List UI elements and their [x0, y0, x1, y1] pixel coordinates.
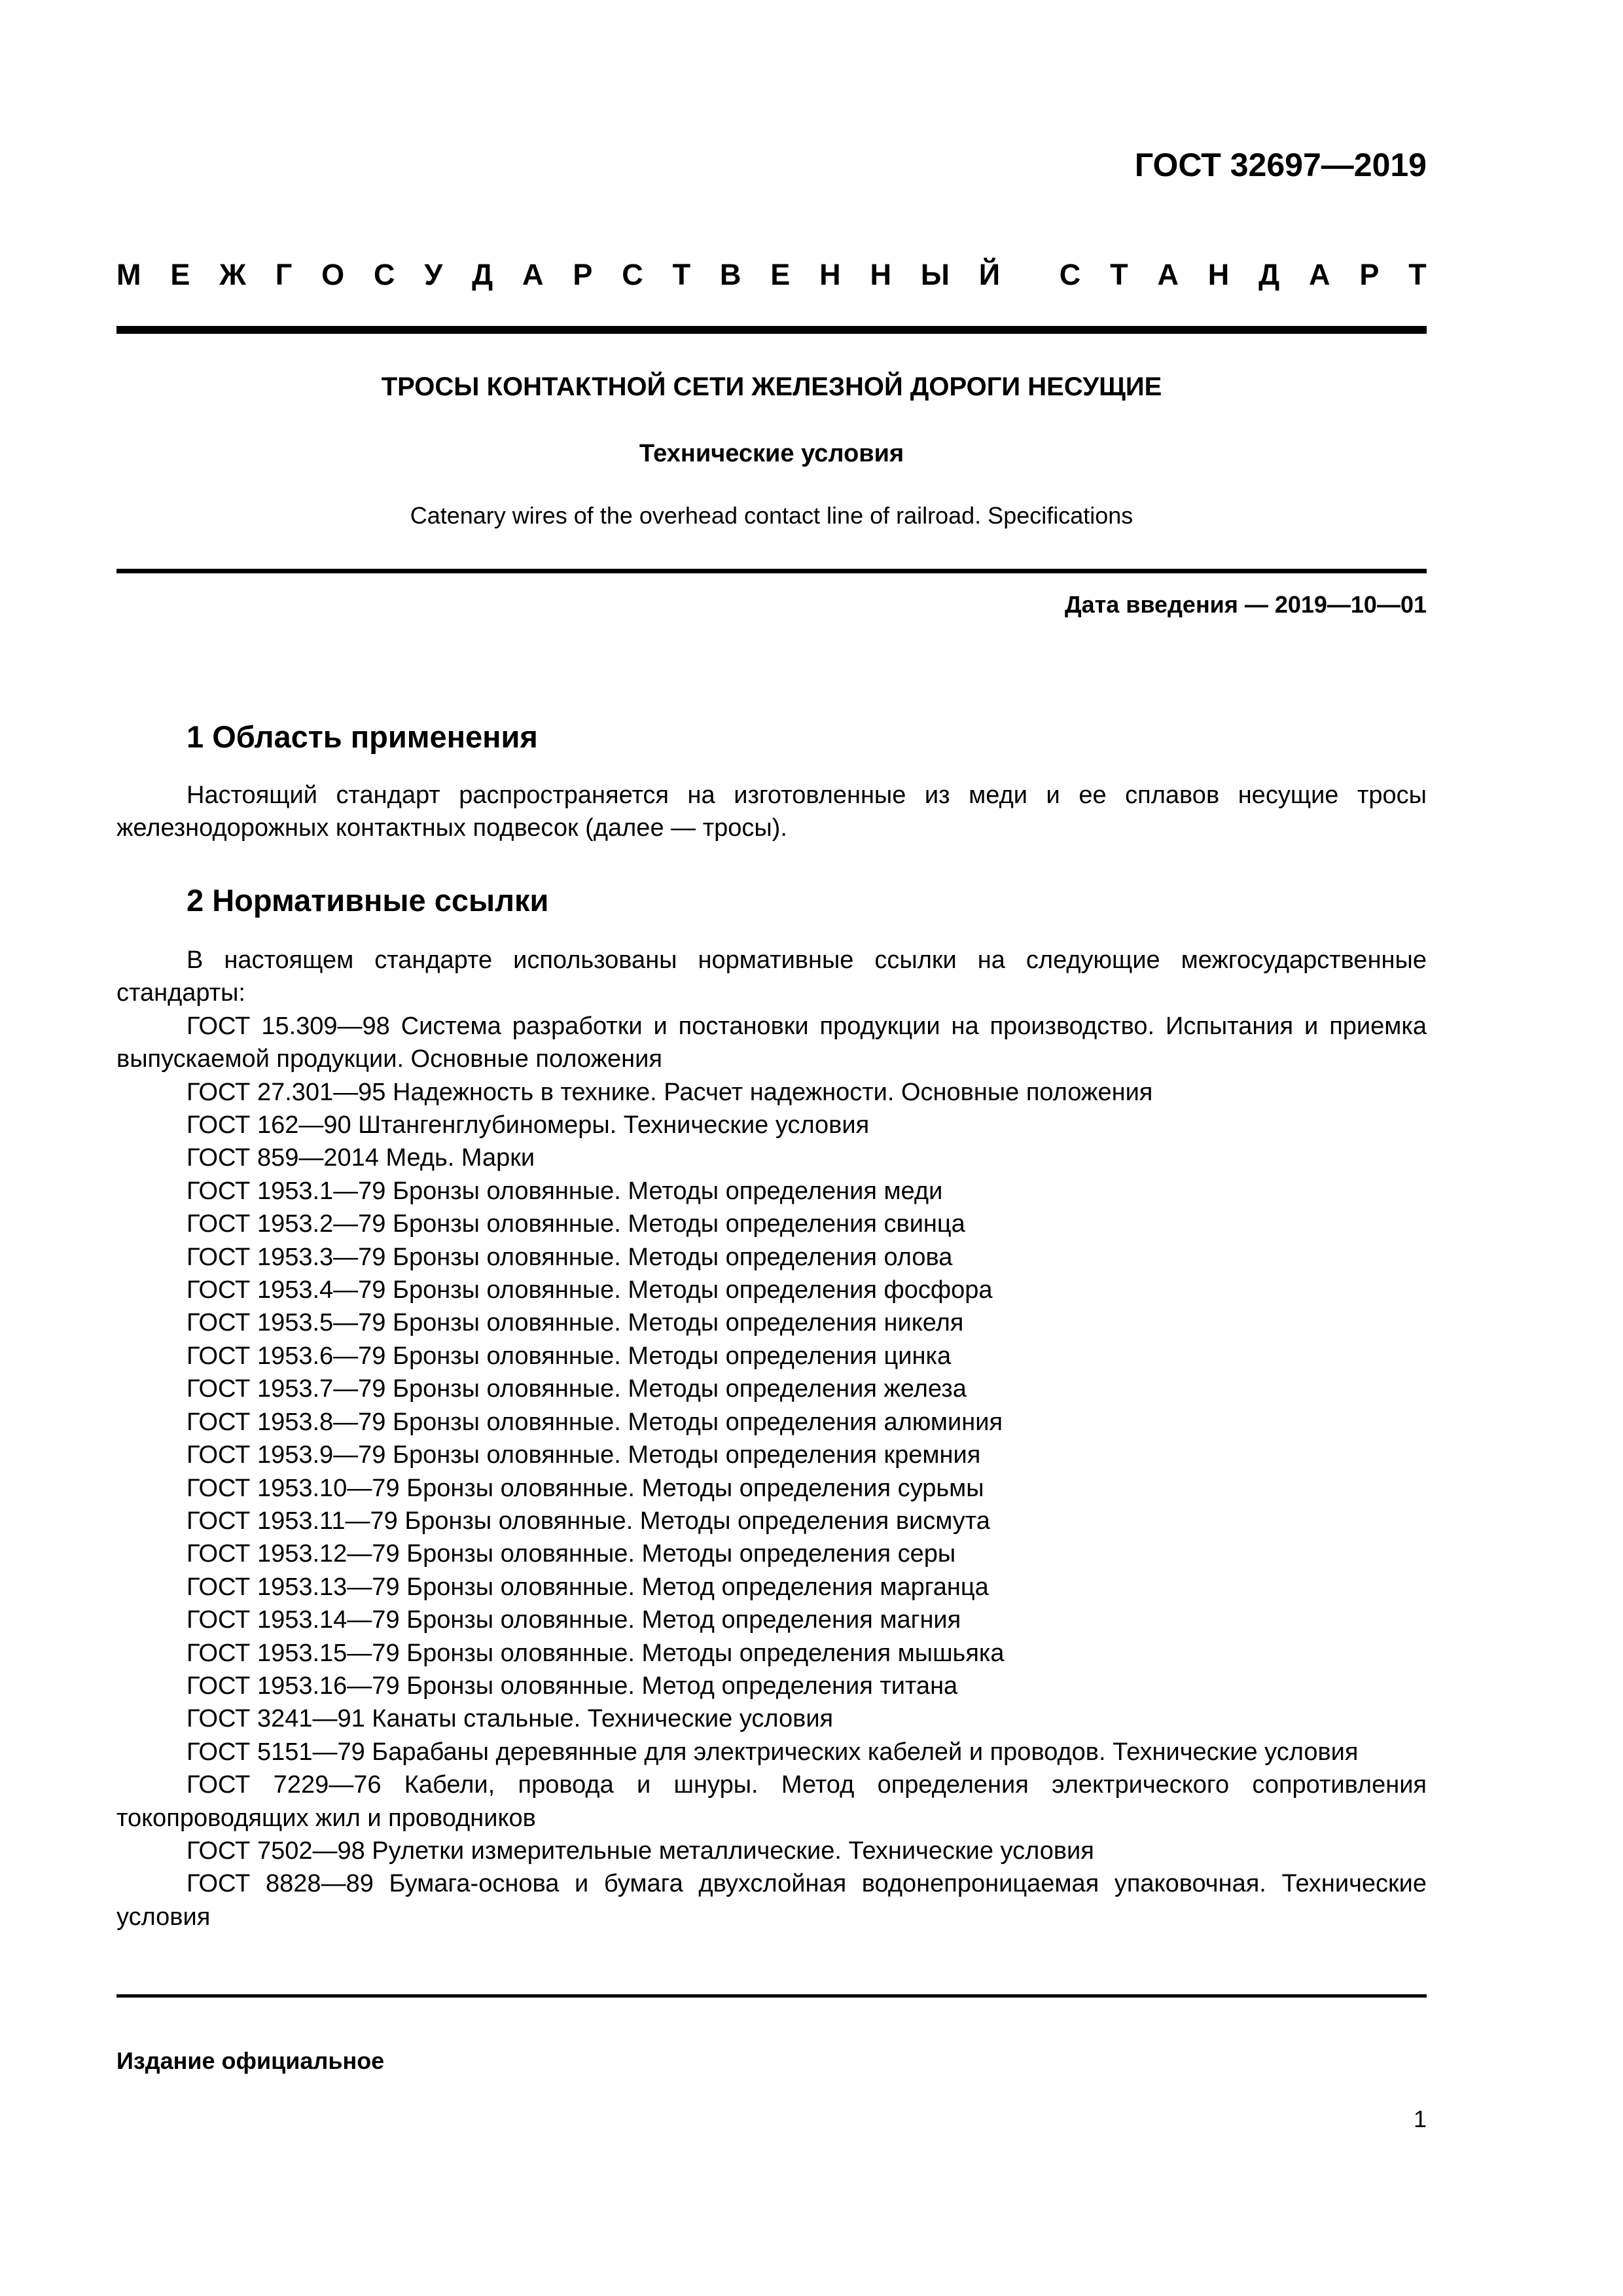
banner-letter: В — [719, 258, 741, 291]
section-heading-references: 2 Нормативные ссылки — [187, 883, 549, 918]
banner-letter: Т — [1408, 258, 1427, 291]
banner-letter: Т — [672, 258, 691, 291]
document-subtitle: Технические условия — [639, 440, 904, 467]
header-divider — [116, 326, 1427, 334]
reference-item: ГОСТ 1953.8—79 Бронзы оловянные. Методы определения алюминия — [187, 1408, 1003, 1436]
banner-letter: Н — [870, 258, 891, 291]
banner-letter: У — [424, 258, 443, 291]
reference-item: ГОСТ 1953.2—79 Бронзы оловянные. Методы определения свинца — [187, 1210, 965, 1238]
interstate-standard-banner — [116, 255, 1427, 295]
section-heading-scope: 1 Область применения — [187, 719, 538, 754]
banner-letter: Р — [573, 258, 593, 291]
reference-item: ГОСТ 1953.13—79 Бронзы оловянные. Метод определения марганца — [187, 1573, 989, 1601]
banner-letter: Ж — [219, 258, 246, 291]
reference-item: ГОСТ 1953.7—79 Бронзы оловянные. Методы определения железа — [187, 1375, 967, 1403]
english-title: Catenary wires of the overhead contact line of railroad. Specifications — [410, 502, 1133, 529]
reference-item: ГОСТ 5151—79 Барабаны деревянные для электрических кабелей и проводов. Технические условия — [187, 1738, 1359, 1766]
page-number: 1 — [1413, 2106, 1427, 2132]
reference-item: ГОСТ 1953.12—79 Бронзы оловянные. Методы определения серы — [187, 1540, 956, 1568]
introduction-date: Дата введения — 2019—10—01 — [1064, 591, 1427, 618]
reference-item: ГОСТ 1953.16—79 Бронзы оловянные. Метод определения титана — [187, 1672, 958, 1700]
reference-item: ГОСТ 1953.9—79 Бронзы оловянные. Методы определения кремния — [187, 1441, 981, 1469]
banner-letter: Е — [770, 258, 791, 291]
banner-letter: М — [116, 258, 141, 291]
section-body-references — [116, 944, 1427, 1933]
reference-item: ГОСТ 8828—89 Бумага-основа и бумага двухслойная водонепроницаемая упаковочная. Технические условия — [116, 1870, 1427, 1931]
reference-item: ГОСТ 1953.4—79 Бронзы оловянные. Методы определения фосфора — [187, 1276, 993, 1304]
banner-letter: Е — [170, 258, 190, 291]
standard-number: ГОСТ 32697—2019 — [1134, 147, 1427, 183]
reference-item: ГОСТ 7229—76 Кабели, провода и шнуры. Метод определения электрического сопротивления токопроводящих жил и проводников — [116, 1771, 1427, 1832]
reference-item: ГОСТ 859—2014 Медь. Марки — [187, 1144, 535, 1172]
reference-item: ГОСТ 1953.15—79 Бронзы оловянные. Методы определения мышьяка — [187, 1639, 1005, 1667]
banner-letter: Ы — [920, 258, 950, 291]
banner-letter: Р — [1359, 258, 1380, 291]
reference-item: ГОСТ 3241—91 Канаты стальные. Технические условия — [187, 1705, 834, 1733]
banner-letter: С — [373, 258, 395, 291]
banner-letter: Н — [1207, 258, 1230, 291]
footer-divider — [116, 1994, 1427, 1998]
document-title: ТРОСЫ КОНТАКТНОЙ СЕТИ ЖЕЛЕЗНОЙ ДОРОГИ НЕСУЩИЕ — [381, 372, 1162, 401]
paragraph: В настоящем стандарте использованы нормативные ссылки на следующие межгосударственные стандарты: — [116, 946, 1427, 1007]
reference-item: ГОСТ 1953.6—79 Бронзы оловянные. Методы определения цинка — [187, 1342, 952, 1370]
banner-letter: Й — [978, 258, 1001, 291]
banner-letter: С — [622, 258, 643, 291]
edition-label: Издание официальное — [116, 2047, 385, 2074]
banner-letter: Д — [472, 258, 493, 291]
reference-item: ГОСТ 1953.1—79 Бронзы оловянные. Методы определения меди — [187, 1177, 943, 1205]
reference-item: ГОСТ 1953.3—79 Бронзы оловянные. Методы определения олова — [187, 1243, 953, 1271]
reference-item: ГОСТ 1953.10—79 Бронзы оловянные. Методы определения сурьмы — [187, 1474, 984, 1502]
banner-letter: А — [1157, 258, 1179, 291]
banner-letter: Н — [819, 258, 841, 291]
banner-letter: Г — [275, 258, 293, 291]
banner-letter: А — [522, 258, 544, 291]
paragraph: Настоящий стандарт распространяется на изготовленные из меди и ее сплавов несущие тросы железнодорожных контактных подвесок (далее — тросы). — [116, 781, 1427, 842]
reference-item: ГОСТ 162—90 Штангенглубиномеры. Технические условия — [187, 1111, 870, 1139]
reference-item: ГОСТ 1953.5—79 Бронзы оловянные. Методы определения никеля — [187, 1309, 964, 1337]
reference-item: ГОСТ 1953.11—79 Бронзы оловянные. Методы определения висмута — [187, 1507, 990, 1535]
title-divider — [116, 569, 1427, 573]
reference-item: ГОСТ 1953.14—79 Бронзы оловянные. Метод определения магния — [187, 1606, 961, 1634]
banner-letter: А — [1309, 258, 1330, 291]
banner-letter: Т — [1110, 258, 1128, 291]
reference-item: ГОСТ 27.301—95 Надежность в технике. Расчет надежности. Основные положения — [187, 1078, 1153, 1106]
section-body-scope — [116, 779, 1427, 845]
reference-item: ГОСТ 7502—98 Рулетки измерительные металлические. Технические условия — [187, 1837, 1094, 1865]
banner-letter: Д — [1258, 258, 1280, 291]
banner-letter: С — [1059, 258, 1081, 291]
banner-letter: О — [321, 258, 345, 291]
reference-item: ГОСТ 15.309—98 Система разработки и постановки продукции на производство. Испытания и приемка выпускаемой продукции. Основные положения — [116, 1012, 1427, 1073]
